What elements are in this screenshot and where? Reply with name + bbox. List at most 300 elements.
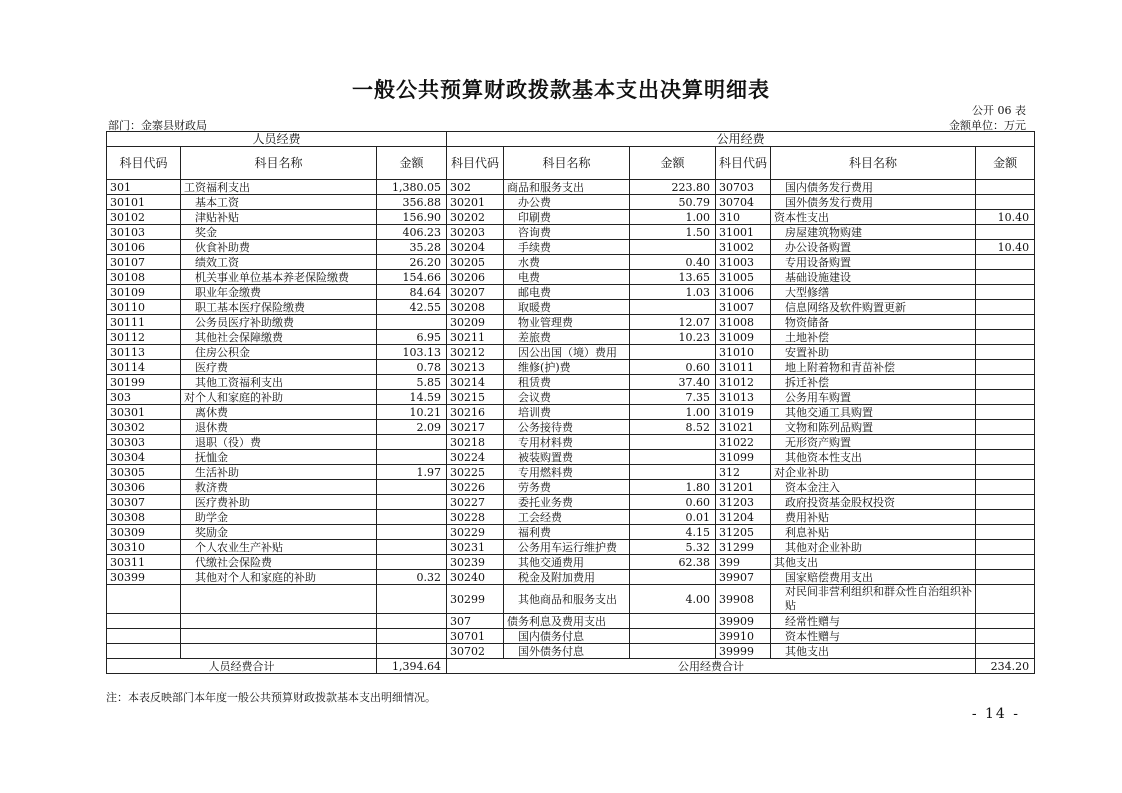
code-cell: 30110 <box>107 300 181 315</box>
amount-cell <box>976 405 1035 420</box>
name-cell: 生活补助 <box>181 465 377 480</box>
code-cell: 31008 <box>716 315 771 330</box>
name-cell: 邮电费 <box>504 285 630 300</box>
amount-cell <box>377 510 447 525</box>
code-cell <box>107 629 181 644</box>
name-cell: 拆迁补偿 <box>771 375 976 390</box>
name-cell: 其他支出 <box>771 555 976 570</box>
code-cell: 30205 <box>447 255 504 270</box>
name-cell: 其他对企业补助 <box>771 540 976 555</box>
code-cell: 30215 <box>447 390 504 405</box>
table-code: 公开 06 表 <box>972 104 1026 117</box>
amount-cell <box>630 614 716 629</box>
amount-cell: 0.78 <box>377 360 447 375</box>
amount-cell <box>630 450 716 465</box>
name-cell: 国外债务发行费用 <box>771 195 976 210</box>
amount-cell <box>377 480 447 495</box>
code-cell: 30103 <box>107 225 181 240</box>
code-cell: 30702 <box>447 644 504 659</box>
amount-cell <box>976 195 1035 210</box>
name-cell: 取暖费 <box>504 300 630 315</box>
name-cell: 奖金 <box>181 225 377 240</box>
department-label: 部门：金寨县财政局 <box>108 119 207 132</box>
code-cell: 30301 <box>107 405 181 420</box>
amount-cell: 5.85 <box>377 375 447 390</box>
code-cell: 31012 <box>716 375 771 390</box>
amount-cell <box>976 585 1035 614</box>
code-cell: 30212 <box>447 345 504 360</box>
amount-cell <box>976 644 1035 659</box>
name-cell: 国内债务发行费用 <box>771 180 976 195</box>
amount-cell <box>976 285 1035 300</box>
name-cell: 资本性赠与 <box>771 629 976 644</box>
amount-cell <box>976 360 1035 375</box>
code-cell: 30307 <box>107 495 181 510</box>
code-cell: 31205 <box>716 525 771 540</box>
code-cell: 30229 <box>447 525 504 540</box>
code-cell: 31006 <box>716 285 771 300</box>
name-cell: 工资福利支出 <box>181 180 377 195</box>
amount-cell <box>377 435 447 450</box>
table-row <box>107 390 1035 405</box>
amount-cell <box>377 315 447 330</box>
name-cell: 退职（役）费 <box>181 435 377 450</box>
code-cell: 31203 <box>716 495 771 510</box>
code-cell: 30204 <box>447 240 504 255</box>
amount-cell <box>630 629 716 644</box>
code-cell: 399 <box>716 555 771 570</box>
code-cell: 30306 <box>107 480 181 495</box>
name-cell: 公务接待费 <box>504 420 630 435</box>
code-cell: 31009 <box>716 330 771 345</box>
code-cell: 30112 <box>107 330 181 345</box>
amount-cell: 10.21 <box>377 405 447 420</box>
amount-cell <box>377 555 447 570</box>
header-name: 科目名称 <box>771 147 976 180</box>
amount-cell <box>377 495 447 510</box>
name-cell: 委托业务费 <box>504 495 630 510</box>
amount-cell <box>976 480 1035 495</box>
amount-cell: 7.35 <box>630 390 716 405</box>
table-row <box>107 240 1035 255</box>
code-cell: 30206 <box>447 270 504 285</box>
amount-cell <box>630 345 716 360</box>
table-row <box>107 300 1035 315</box>
code-cell: 31010 <box>716 345 771 360</box>
name-cell: 资本性支出 <box>771 210 976 225</box>
name-cell: 奖励金 <box>181 525 377 540</box>
name-cell: 职工基本医疗保险缴费 <box>181 300 377 315</box>
amount-cell <box>976 420 1035 435</box>
amount-cell: 1.97 <box>377 465 447 480</box>
amount-cell <box>976 225 1035 240</box>
amount-cell <box>976 525 1035 540</box>
name-cell: 利息补贴 <box>771 525 976 540</box>
name-cell: 退休费 <box>181 420 377 435</box>
header-code: 科目代码 <box>447 147 504 180</box>
name-cell: 助学金 <box>181 510 377 525</box>
code-cell: 30399 <box>107 570 181 585</box>
code-cell: 30701 <box>447 629 504 644</box>
name-cell: 办公费 <box>504 195 630 210</box>
code-cell: 30202 <box>447 210 504 225</box>
name-cell: 债务利息及费用支出 <box>504 614 630 629</box>
name-cell: 电费 <box>504 270 630 285</box>
table-row <box>107 480 1035 495</box>
name-cell: 对企业补助 <box>771 465 976 480</box>
table-row <box>107 525 1035 540</box>
amount-cell: 1.00 <box>630 405 716 420</box>
code-cell: 30107 <box>107 255 181 270</box>
amount-cell <box>377 525 447 540</box>
table-row <box>107 315 1035 330</box>
name-cell: 津贴补贴 <box>181 210 377 225</box>
amount-cell <box>976 510 1035 525</box>
header-name: 科目名称 <box>504 147 630 180</box>
name-cell: 国外债务付息 <box>504 644 630 659</box>
amount-cell: 13.65 <box>630 270 716 285</box>
code-cell: 30227 <box>447 495 504 510</box>
name-cell: 个人农业生产补贴 <box>181 540 377 555</box>
name-cell: 土地补偿 <box>771 330 976 345</box>
name-cell: 其他工资福利支出 <box>181 375 377 390</box>
code-cell: 39909 <box>716 614 771 629</box>
name-cell: 办公设备购置 <box>771 240 976 255</box>
amount-cell: 1.50 <box>630 225 716 240</box>
amount-cell <box>976 435 1035 450</box>
amount-cell: 356.88 <box>377 195 447 210</box>
code-cell: 30302 <box>107 420 181 435</box>
code-cell: 31201 <box>716 480 771 495</box>
code-cell <box>107 585 181 614</box>
section-header-personnel: 人员经费 <box>107 132 447 147</box>
footnote: 注：本表反映部门本年度一般公共预算财政拨款基本支出明细情况。 <box>106 691 436 704</box>
code-cell: 30208 <box>447 300 504 315</box>
name-cell: 医疗费补助 <box>181 495 377 510</box>
table-row <box>107 210 1035 225</box>
amount-cell <box>630 240 716 255</box>
code-cell: 30209 <box>447 315 504 330</box>
table-row <box>107 330 1035 345</box>
amount-cell: 10.23 <box>630 330 716 345</box>
name-cell: 住房公积金 <box>181 345 377 360</box>
expenditure-table <box>106 131 1035 674</box>
code-cell: 31011 <box>716 360 771 375</box>
code-cell: 30304 <box>107 450 181 465</box>
amount-cell: 1.03 <box>630 285 716 300</box>
name-cell: 资本金注入 <box>771 480 976 495</box>
code-cell: 31002 <box>716 240 771 255</box>
amount-cell <box>976 495 1035 510</box>
amount-cell: 0.32 <box>377 570 447 585</box>
code-cell <box>107 614 181 629</box>
code-cell: 30201 <box>447 195 504 210</box>
code-cell: 310 <box>716 210 771 225</box>
name-cell: 医疗费 <box>181 360 377 375</box>
amount-cell: 103.13 <box>377 345 447 360</box>
table-row <box>107 375 1035 390</box>
name-cell: 专用材料费 <box>504 435 630 450</box>
table-row <box>107 540 1035 555</box>
amount-cell: 84.64 <box>377 285 447 300</box>
name-cell: 差旅费 <box>504 330 630 345</box>
name-cell: 租赁费 <box>504 375 630 390</box>
name-cell: 对民间非营利组织和群众性自治组织补贴 <box>771 585 976 614</box>
amount-cell: 26.20 <box>377 255 447 270</box>
code-cell: 30218 <box>447 435 504 450</box>
name-cell: 国家赔偿费用支出 <box>771 570 976 585</box>
code-cell: 301 <box>107 180 181 195</box>
code-cell: 312 <box>716 465 771 480</box>
code-cell: 30109 <box>107 285 181 300</box>
code-cell: 39907 <box>716 570 771 585</box>
name-cell: 机关事业单位基本养老保险缴费 <box>181 270 377 285</box>
page-title: 一般公共预算财政拨款基本支出决算明细表 <box>352 77 770 102</box>
code-cell: 30303 <box>107 435 181 450</box>
code-cell: 30102 <box>107 210 181 225</box>
name-cell: 福利费 <box>504 525 630 540</box>
code-cell: 30299 <box>447 585 504 614</box>
name-cell: 劳务费 <box>504 480 630 495</box>
name-cell: 其他对个人和家庭的补助 <box>181 570 377 585</box>
name-cell: 国内债务付息 <box>504 629 630 644</box>
amount-cell: 14.59 <box>377 390 447 405</box>
name-cell: 其他资本性支出 <box>771 450 976 465</box>
table-row <box>107 270 1035 285</box>
name-cell: 无形资产购置 <box>771 435 976 450</box>
table-row <box>107 495 1035 510</box>
amount-cell: 6.95 <box>377 330 447 345</box>
code-cell: 302 <box>447 180 504 195</box>
name-cell: 工会经费 <box>504 510 630 525</box>
amount-cell: 4.15 <box>630 525 716 540</box>
amount-cell: 4.00 <box>630 585 716 614</box>
name-cell: 因公出国（境）费用 <box>504 345 630 360</box>
name-cell: 维修(护)费 <box>504 360 630 375</box>
code-cell: 30239 <box>447 555 504 570</box>
name-cell: 被装购置费 <box>504 450 630 465</box>
header-amount: 金额 <box>976 147 1035 180</box>
amount-cell <box>630 465 716 480</box>
code-cell: 31003 <box>716 255 771 270</box>
name-cell: 会议费 <box>504 390 630 405</box>
name-cell: 专用设备购置 <box>771 255 976 270</box>
header-code: 科目代码 <box>716 147 771 180</box>
amount-cell <box>976 555 1035 570</box>
name-cell <box>181 614 377 629</box>
amount-cell: 2.09 <box>377 420 447 435</box>
name-cell <box>181 629 377 644</box>
code-cell: 31022 <box>716 435 771 450</box>
name-cell: 公务用车购置 <box>771 390 976 405</box>
amount-cell <box>976 300 1035 315</box>
amount-cell <box>377 450 447 465</box>
amount-cell <box>377 644 447 659</box>
name-cell: 税金及附加费用 <box>504 570 630 585</box>
personnel-total-label: 人员经费合计 <box>107 659 377 674</box>
amount-cell <box>377 629 447 644</box>
name-cell: 房屋建筑物购建 <box>771 225 976 240</box>
name-cell <box>181 585 377 614</box>
table-row <box>107 225 1035 240</box>
amount-cell <box>630 570 716 585</box>
code-cell: 31013 <box>716 390 771 405</box>
code-cell: 303 <box>107 390 181 405</box>
code-cell: 30231 <box>447 540 504 555</box>
amount-cell: 10.40 <box>976 240 1035 255</box>
amount-cell <box>976 255 1035 270</box>
amount-cell <box>976 390 1035 405</box>
table-row <box>107 629 1035 644</box>
code-cell: 31019 <box>716 405 771 420</box>
code-cell: 30214 <box>447 375 504 390</box>
code-cell: 39908 <box>716 585 771 614</box>
name-cell: 其他支出 <box>771 644 976 659</box>
amount-cell <box>630 644 716 659</box>
code-cell: 30217 <box>447 420 504 435</box>
amount-cell: 10.40 <box>976 210 1035 225</box>
code-cell: 31204 <box>716 510 771 525</box>
amount-cell <box>377 540 447 555</box>
table-row <box>107 510 1035 525</box>
amount-cell: 12.07 <box>630 315 716 330</box>
code-cell: 307 <box>447 614 504 629</box>
table-row <box>107 435 1035 450</box>
personnel-total-amount: 1,394.64 <box>377 659 447 674</box>
name-cell: 基本工资 <box>181 195 377 210</box>
name-cell: 安置补助 <box>771 345 976 360</box>
name-cell: 文物和陈列品购置 <box>771 420 976 435</box>
code-cell: 30207 <box>447 285 504 300</box>
name-cell: 其他商品和服务支出 <box>504 585 630 614</box>
table-row <box>107 555 1035 570</box>
amount-cell: 1.00 <box>630 210 716 225</box>
amount-cell <box>976 614 1035 629</box>
name-cell: 经常性赠与 <box>771 614 976 629</box>
code-cell: 30108 <box>107 270 181 285</box>
table-row <box>107 450 1035 465</box>
code-cell: 30309 <box>107 525 181 540</box>
amount-cell: 8.52 <box>630 420 716 435</box>
code-cell: 30203 <box>447 225 504 240</box>
code-cell: 30240 <box>447 570 504 585</box>
code-cell: 30703 <box>716 180 771 195</box>
code-cell: 30216 <box>447 405 504 420</box>
amount-cell: 0.01 <box>630 510 716 525</box>
name-cell: 地上附着物和青苗补偿 <box>771 360 976 375</box>
name-cell: 费用补贴 <box>771 510 976 525</box>
code-cell: 30311 <box>107 555 181 570</box>
name-cell: 职业年金缴费 <box>181 285 377 300</box>
name-cell: 其他社会保障缴费 <box>181 330 377 345</box>
page-number: - 14 - <box>971 706 1020 722</box>
name-cell: 商品和服务支出 <box>504 180 630 195</box>
amount-cell <box>630 435 716 450</box>
code-cell: 30113 <box>107 345 181 360</box>
name-cell: 信息网络及软件购置更新 <box>771 300 976 315</box>
amount-cell <box>377 585 447 614</box>
header-amount: 金额 <box>630 147 716 180</box>
amount-cell <box>976 345 1035 360</box>
amount-cell <box>976 540 1035 555</box>
code-cell: 39999 <box>716 644 771 659</box>
name-cell: 抚恤金 <box>181 450 377 465</box>
name-cell: 物资储备 <box>771 315 976 330</box>
public-total-label: 公用经费合计 <box>447 659 976 674</box>
amount-cell: 154.66 <box>377 270 447 285</box>
code-cell: 30101 <box>107 195 181 210</box>
code-cell: 30224 <box>447 450 504 465</box>
table-row <box>107 405 1035 420</box>
name-cell: 基础设施建设 <box>771 270 976 285</box>
code-cell: 30106 <box>107 240 181 255</box>
name-cell: 离休费 <box>181 405 377 420</box>
table-row <box>107 285 1035 300</box>
code-cell: 31007 <box>716 300 771 315</box>
amount-cell <box>976 570 1035 585</box>
code-cell: 30704 <box>716 195 771 210</box>
amount-cell <box>976 270 1035 285</box>
name-cell: 政府投资基金股权投资 <box>771 495 976 510</box>
name-cell: 手续费 <box>504 240 630 255</box>
table-row <box>107 585 1035 614</box>
table-row <box>107 465 1035 480</box>
code-cell: 30114 <box>107 360 181 375</box>
public-total-amount: 234.20 <box>976 659 1035 674</box>
amount-cell: 50.79 <box>630 195 716 210</box>
code-cell: 30310 <box>107 540 181 555</box>
amount-cell: 42.55 <box>377 300 447 315</box>
table-row <box>107 195 1035 210</box>
code-cell: 30211 <box>447 330 504 345</box>
name-cell: 物业管理费 <box>504 315 630 330</box>
code-cell: 31021 <box>716 420 771 435</box>
name-cell: 对个人和家庭的补助 <box>181 390 377 405</box>
name-cell: 培训费 <box>504 405 630 420</box>
amount-cell: 62.38 <box>630 555 716 570</box>
amount-cell: 1.80 <box>630 480 716 495</box>
name-cell: 其他交通工具购置 <box>771 405 976 420</box>
amount-cell: 35.28 <box>377 240 447 255</box>
header-code: 科目代码 <box>107 147 181 180</box>
code-cell: 39910 <box>716 629 771 644</box>
amount-cell <box>976 315 1035 330</box>
name-cell: 其他交通费用 <box>504 555 630 570</box>
name-cell: 公务员医疗补助缴费 <box>181 315 377 330</box>
amount-cell: 1,380.05 <box>377 180 447 195</box>
code-cell: 30111 <box>107 315 181 330</box>
amount-cell: 5.32 <box>630 540 716 555</box>
amount-cell: 223.80 <box>630 180 716 195</box>
name-cell: 水费 <box>504 255 630 270</box>
name-cell <box>181 644 377 659</box>
table-row <box>107 420 1035 435</box>
amount-cell <box>976 180 1035 195</box>
amount-cell <box>976 375 1035 390</box>
name-cell: 代缴社会保险费 <box>181 555 377 570</box>
name-cell: 救济费 <box>181 480 377 495</box>
code-cell: 30225 <box>447 465 504 480</box>
table-row <box>107 570 1035 585</box>
name-cell: 伙食补助费 <box>181 240 377 255</box>
code-cell: 30305 <box>107 465 181 480</box>
amount-cell: 156.90 <box>377 210 447 225</box>
code-cell: 30226 <box>447 480 504 495</box>
amount-cell <box>976 629 1035 644</box>
amount-cell: 0.60 <box>630 360 716 375</box>
amount-cell: 0.60 <box>630 495 716 510</box>
code-cell: 30199 <box>107 375 181 390</box>
